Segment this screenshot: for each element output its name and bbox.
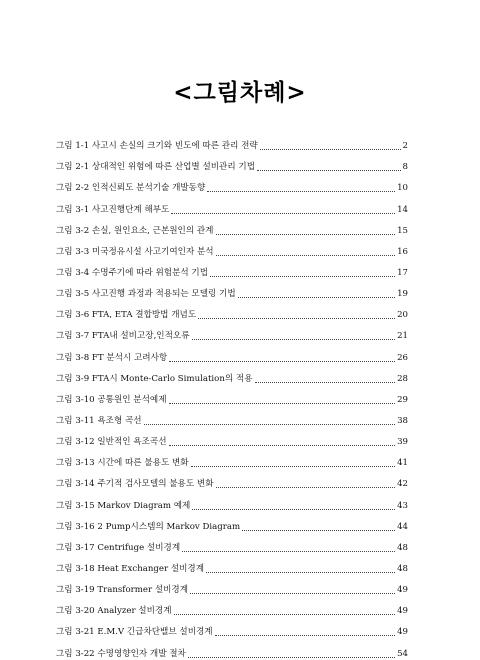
- figure-entry-page-number: 38: [397, 415, 408, 426]
- figure-entry-page-number: 20: [397, 310, 408, 321]
- figure-entry-label: 그림 3-7 FTA내 설비고장,인적오류: [56, 331, 190, 342]
- figure-entry-page-number: 16: [397, 246, 408, 257]
- figure-entry-label: 그림 3-15 Markov Diagram 예제: [56, 500, 191, 511]
- figure-entry-label: 그림 3-18 Heat Exchanger 설비경계: [56, 563, 205, 574]
- figure-entry-page-number: 49: [397, 606, 408, 617]
- figure-entry: [56, 321, 408, 342]
- figure-entry-page-number: 42: [397, 479, 408, 490]
- dot-leader: [238, 297, 395, 298]
- figure-entry: [56, 194, 408, 215]
- figure-entry-page-number: 29: [397, 394, 408, 405]
- figure-entry-label: 그림 3-13 시간에 따른 불용도 변화: [56, 458, 189, 469]
- figure-entry-label: 그림 3-21 E.M.V 긴급차단밸브 설비경계: [56, 627, 213, 638]
- dot-leader: [257, 170, 401, 171]
- figure-entry: [56, 596, 408, 617]
- dot-leader: [216, 255, 395, 256]
- figure-entry: [56, 258, 408, 279]
- figure-entry: [56, 575, 408, 596]
- figure-entry-page-number: 2: [402, 141, 408, 152]
- figure-entry: [56, 131, 408, 152]
- dot-leader: [216, 487, 396, 488]
- figure-entry: [56, 638, 408, 659]
- figure-entry-page-number: 14: [397, 204, 408, 215]
- figure-entry-page-number: 48: [397, 542, 408, 553]
- figure-entry-page-number: 39: [397, 437, 408, 448]
- figure-entry: [56, 216, 408, 237]
- figure-entry-label: 그림 3-1 사고진행단계 해부도: [56, 204, 170, 215]
- figure-entry: [56, 237, 408, 258]
- figure-entry-page-number: 49: [397, 627, 408, 638]
- figure-entry-label: 그림 3-6 FTA, ETA 결합방법 개념도: [56, 310, 197, 321]
- figure-entry-label: 그림 3-8 FT 분석시 고려사항: [56, 352, 168, 363]
- dot-leader: [215, 635, 395, 636]
- figure-entry: [56, 512, 408, 533]
- dot-leader: [169, 445, 396, 446]
- figure-entry-label: 그림 3-2 손실, 원인요소, 근본원인의 관계: [56, 225, 214, 236]
- figure-entry: [56, 300, 408, 321]
- figure-entry-page-number: 17: [397, 267, 408, 278]
- dot-leader: [171, 213, 395, 214]
- dot-leader: [206, 572, 395, 573]
- dot-leader: [169, 403, 396, 404]
- figure-entry-label: 그림 2-2 인적신뢰도 분석기술 개발동향: [56, 183, 206, 194]
- dot-leader: [198, 318, 395, 319]
- dot-leader: [191, 466, 395, 467]
- figure-entry-label: 그림 3-9 FTA시 Monte-Carlo Simulation의 적용: [56, 373, 253, 384]
- figure-entry: [56, 469, 408, 490]
- dot-leader: [260, 149, 401, 150]
- dot-leader: [192, 509, 395, 510]
- figure-entry: [56, 490, 408, 511]
- dot-leader: [174, 614, 396, 615]
- figure-entry: [56, 342, 408, 363]
- figure-entry-label: 그림 3-5 사고진행 과정과 적용되는 모델링 기법: [56, 289, 236, 300]
- figure-entry: [56, 152, 408, 173]
- figure-entry-page-number: 15: [397, 225, 408, 236]
- figure-entry: [56, 173, 408, 194]
- figure-entry-page-number: 43: [397, 500, 408, 511]
- figure-entry-page-number: 10: [397, 183, 408, 194]
- figure-entry-label: 그림 3-11 욕조형 곡선: [56, 415, 142, 426]
- figure-entry-label: 그림 2-1 상대적인 위험에 따른 산업별 설비관리 기법: [56, 162, 255, 173]
- dot-leader: [255, 382, 396, 383]
- figure-entry-label: 그림 1-1 사고시 손실의 크기와 빈도에 따른 관리 전략: [56, 141, 258, 152]
- dot-leader: [242, 530, 395, 531]
- figure-entry-label: 그림 3-4 수명주기에 따라 위험분석 기법: [56, 267, 209, 278]
- figure-list: [56, 131, 408, 660]
- figure-entry-page-number: 26: [397, 352, 408, 363]
- figure-entry-page-number: 41: [397, 458, 408, 469]
- figure-entry-label: 그림 3-22 수명영향인자 개발 절차: [56, 648, 186, 659]
- figure-entry: [56, 279, 408, 300]
- dot-leader: [169, 361, 395, 362]
- figure-entry-page-number: 19: [397, 289, 408, 300]
- dot-leader: [207, 191, 395, 192]
- figure-entry-label: 그림 3-20 Analyzer 설비경계: [56, 606, 172, 617]
- figure-entry-page-number: 44: [397, 521, 408, 532]
- figure-entry-label: 그림 3-14 주기적 검사모델의 불용도 변화: [56, 479, 214, 490]
- figure-entry-page-number: 49: [397, 585, 408, 596]
- dot-leader: [210, 276, 395, 277]
- figure-entry: [56, 617, 408, 638]
- figure-entry: [56, 385, 408, 406]
- figure-entry-page-number: 28: [397, 373, 408, 384]
- figure-entry-label: 그림 3-12 일반적인 욕조곡선: [56, 437, 167, 448]
- figure-entry-page-number: 48: [397, 563, 408, 574]
- figure-entry: [56, 427, 408, 448]
- figure-entry-label: 그림 3-3 미국정유시설 사고기여인자 분석: [56, 246, 214, 257]
- dot-leader: [144, 424, 395, 425]
- figure-entry-page-number: 21: [397, 331, 408, 342]
- page-title: <그림차례>: [173, 79, 307, 106]
- figure-entry: [56, 533, 408, 554]
- figure-entry-label: 그림 3-16 2 Pump시스템의 Markov Diagram: [56, 521, 241, 532]
- dot-leader: [190, 593, 395, 594]
- figure-entry-label: 그림 3-17 Centrifuge 설비경계: [56, 542, 181, 553]
- figure-entry-label: 그림 3-19 Transformer 설비경계: [56, 585, 189, 596]
- figure-entry: [56, 364, 408, 385]
- figure-entry-page-number: 54: [397, 648, 408, 659]
- figure-entry: [56, 448, 408, 469]
- dot-leader: [182, 551, 395, 552]
- figure-entry: [56, 406, 408, 427]
- figure-entry-page-number: 8: [402, 162, 408, 173]
- dot-leader: [192, 339, 396, 340]
- figure-entry: [56, 554, 408, 575]
- figure-entry-label: 그림 3-10 공통원인 분석예제: [56, 394, 167, 405]
- dot-leader: [216, 234, 396, 235]
